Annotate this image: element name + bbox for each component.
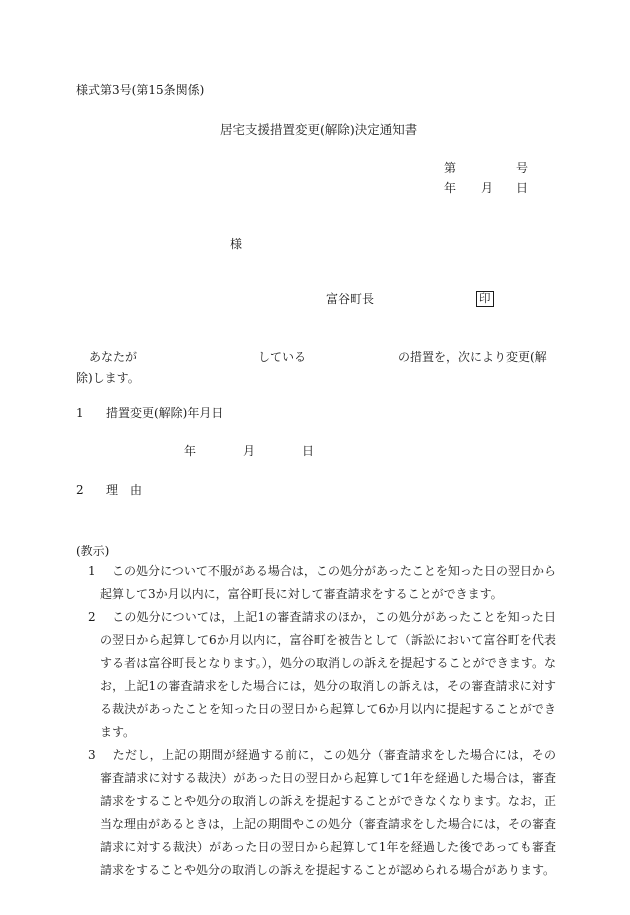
body-text-part3: の措置を，次により変更(解 xyxy=(398,350,547,364)
item2-number: 2 xyxy=(76,483,84,497)
doc-date-month: 月 xyxy=(481,181,494,195)
instructions-list xyxy=(76,560,556,882)
form-number: 様式第3号(第15条関係) xyxy=(76,83,205,97)
instruction-item xyxy=(76,744,556,882)
instructions-heading: (教示) xyxy=(76,544,110,558)
seal-text: 印 xyxy=(476,291,494,307)
body-text-part1: あなたが xyxy=(89,350,138,364)
issuer-name: 富谷町長 xyxy=(326,292,375,306)
instruction-text: ただし，上記の期間が経過する前に，この処分（審査請求をした場合には，その審査請求に対する裁決）があった日の翌日から起算して1年を経過した場合は，審査請求をすることや処分の取消しの訴えを提起することができなくなります。なお，正当な理由があるときは，上記の期間やこの処分（審査請求をした場合には，その審査請求に対する裁決）があった日の翌日から起算して1年を経過した後であっても審査請求をすることや処分の取消しの訴えを提起することが認められる場合があります。 xyxy=(100,748,557,877)
seal-mark xyxy=(476,291,494,307)
instruction-item xyxy=(76,606,556,744)
doc-number-prefix: 第 xyxy=(444,161,457,175)
instruction-item xyxy=(76,560,556,606)
doc-date-day: 日 xyxy=(516,181,529,195)
item2-label: 理 由 xyxy=(106,483,143,497)
change-date-day: 日 xyxy=(302,444,315,458)
instruction-number: 2 xyxy=(88,610,96,624)
doc-number-suffix: 号 xyxy=(516,161,529,175)
instruction-number: 1 xyxy=(88,564,96,578)
instruction-text: この処分については，上記1の審査請求のほか，この処分があったことを知った日の翌日から起算して6か月以内に，富谷町を被告として（訴訟において富谷町を代表する者は富谷町長となります。），処分の取消しの訴えを提起することができます。なお，上記1の審査請求をした場合には，処分の取消しの訴えは，その審査請求に対する裁決があったことを知った日の翌日から起算して6か月以内に提起することができます。 xyxy=(100,610,556,739)
item1-label: 措置変更(解除)年月日 xyxy=(106,406,224,420)
change-date-month: 月 xyxy=(243,444,256,458)
addressee-suffix: 様 xyxy=(230,237,243,251)
document-title: 居宅支援措置変更(解除)決定通知書 xyxy=(220,122,418,137)
body-text-line2: 除)します。 xyxy=(76,371,140,385)
doc-date-year: 年 xyxy=(444,181,457,195)
body-text-part2: している xyxy=(258,350,307,364)
item1-number: 1 xyxy=(76,406,84,420)
instruction-number: 3 xyxy=(88,748,96,762)
change-date-year: 年 xyxy=(184,444,197,458)
instruction-text: この処分について不服がある場合は，この処分があったことを知った日の翌日から起算して3か月以内に，富谷町長に対して審査請求をすることができます。 xyxy=(100,564,556,601)
